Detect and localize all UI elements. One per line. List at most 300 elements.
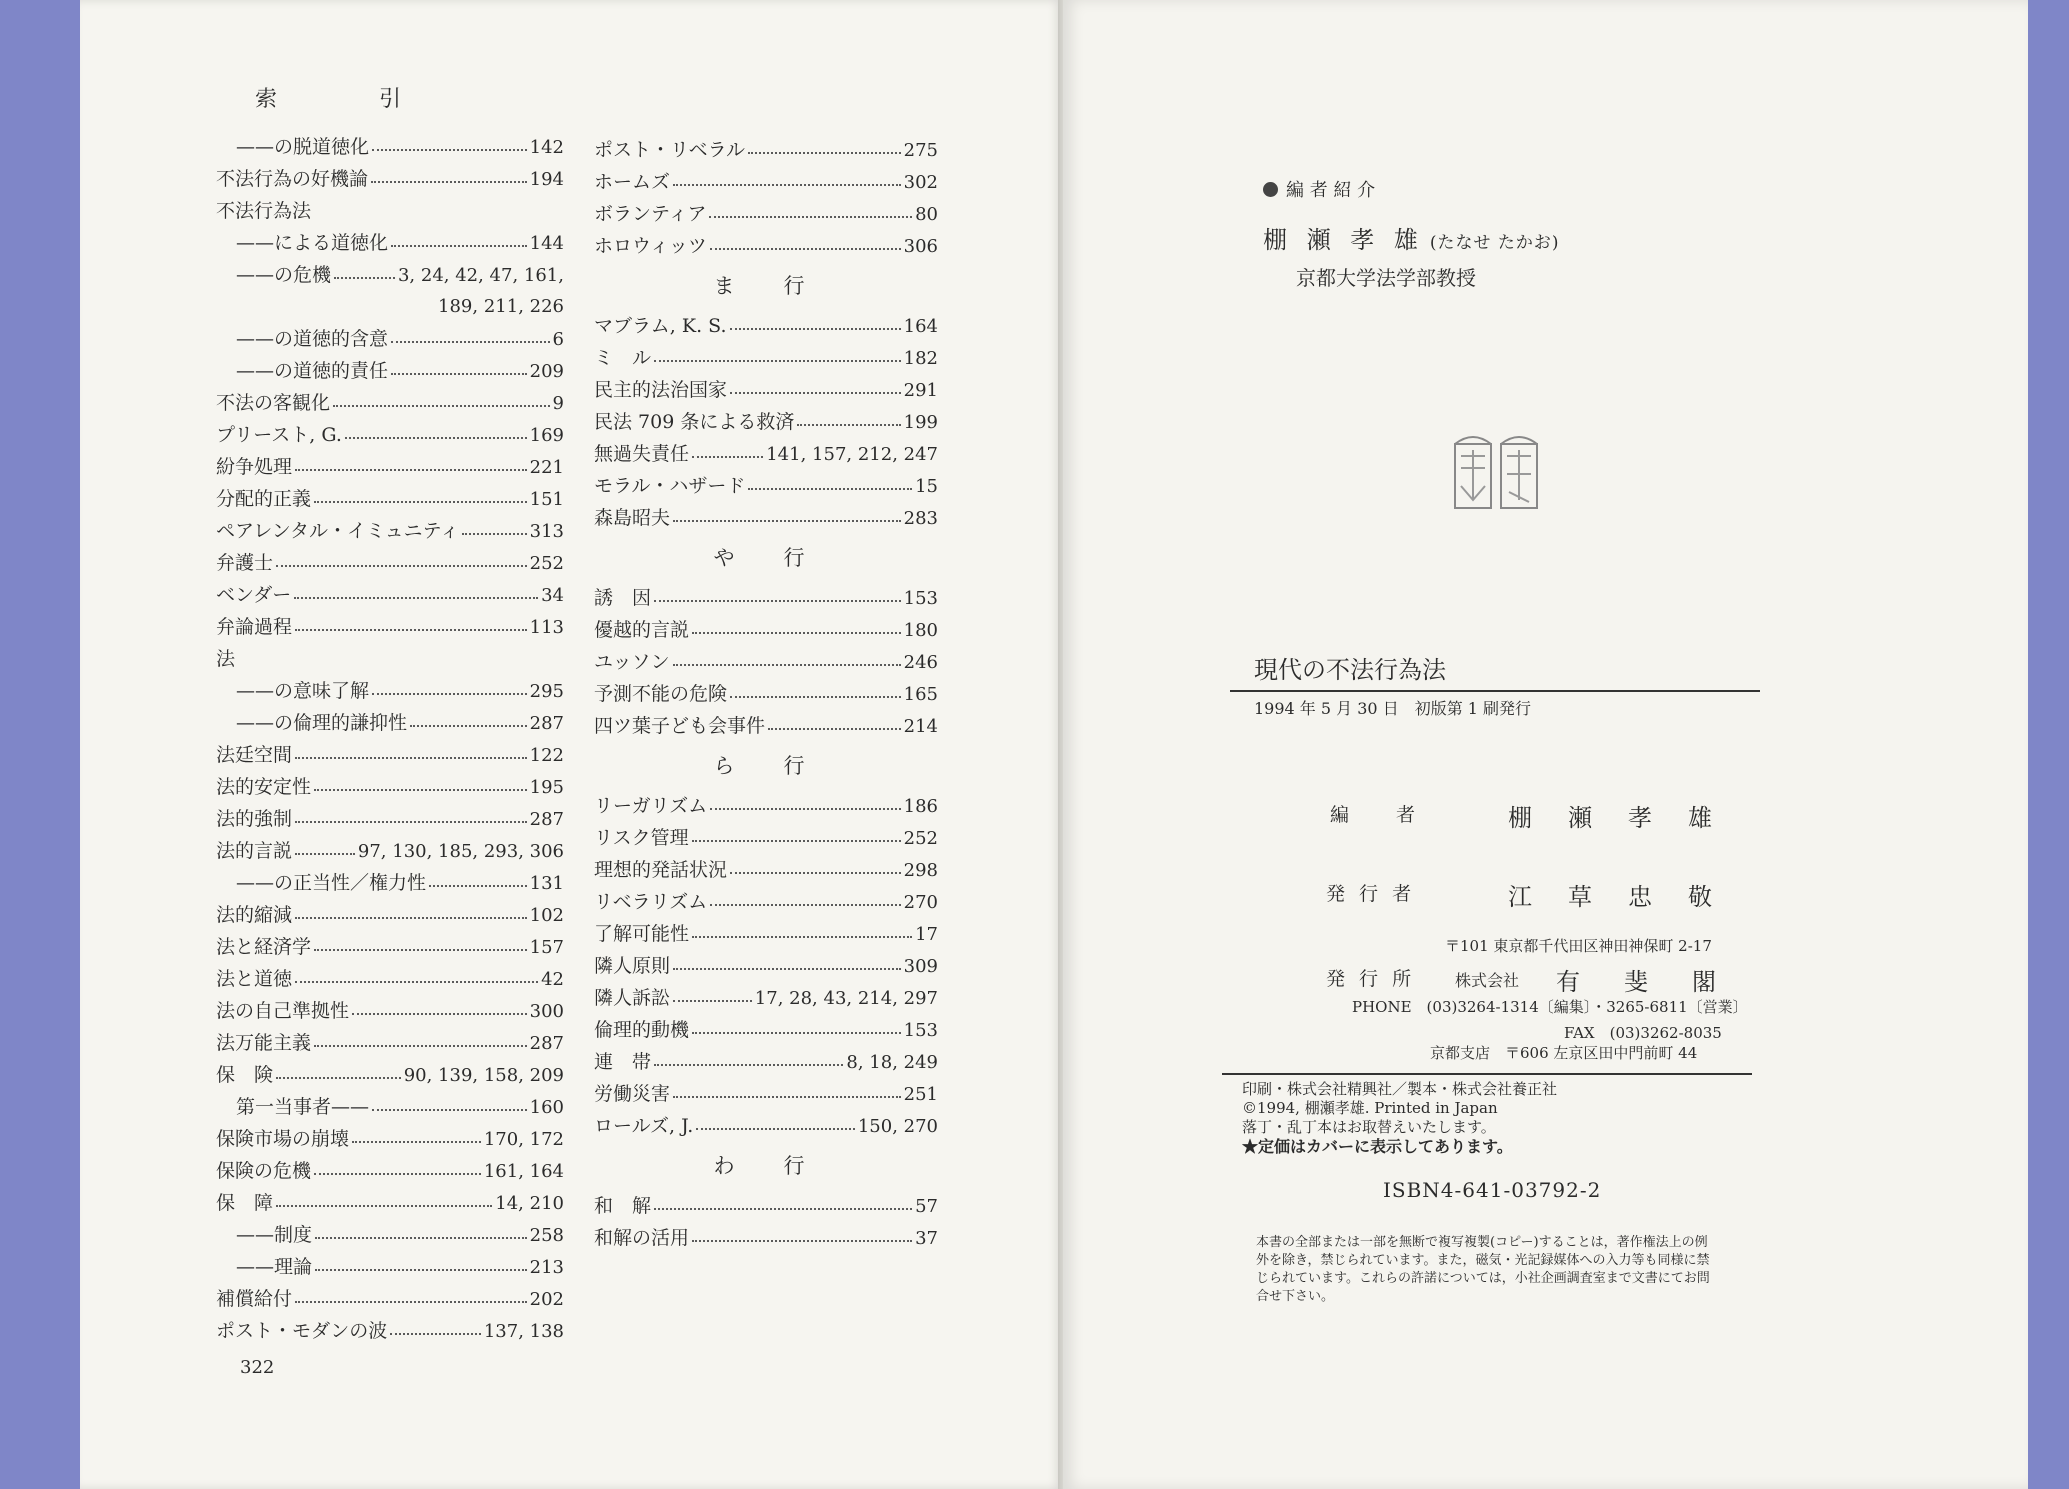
editor-intro-label: [1263, 176, 1375, 202]
index-entry-pages: 306: [903, 236, 938, 257]
page-number: 322: [240, 1357, 275, 1378]
index-entry: [594, 822, 938, 854]
index-entry-term: リスク管理: [594, 827, 689, 849]
index-entry-pages: 17, 28, 43, 214, 297: [754, 988, 938, 1009]
index-entry-pages: 251: [903, 1084, 938, 1105]
index-entry-term: 倫理的動機: [594, 1019, 690, 1041]
index-heading: 索 引: [255, 87, 442, 112]
dot-leader: [294, 597, 538, 599]
index-entry-pages: 300: [529, 1001, 564, 1022]
dot-leader: [654, 1208, 912, 1210]
index-entry-pages: 287: [529, 809, 564, 830]
index-entry: [216, 1155, 564, 1187]
index-entry-term: ペアレンタル・イミュニティ: [216, 520, 460, 542]
index-entry-term: ミ ル: [594, 347, 652, 369]
index-entry: [216, 867, 564, 899]
dot-leader: [295, 981, 538, 983]
section-heading: [594, 262, 938, 310]
dot-leader: [730, 872, 901, 874]
index-entry-pages: 258: [529, 1225, 564, 1246]
colophon-divider: [1222, 1073, 1752, 1075]
index-entry-term: ベンダー: [216, 584, 292, 606]
index-entry-term: ——の倫理的謙抑性: [236, 712, 408, 734]
index-entry: [216, 835, 564, 867]
dot-leader: [710, 808, 900, 810]
dot-leader: [276, 565, 527, 567]
index-entry-term: プリースト, G.: [216, 424, 342, 446]
index-entry-term: 法廷空間: [216, 744, 293, 766]
index-entry-term: ——理論: [236, 1256, 313, 1278]
index-entry-term: マブラム, K. S.: [594, 315, 727, 337]
dot-leader: [692, 632, 901, 634]
dot-leader: [295, 853, 355, 855]
index-entry-pages: 275: [903, 140, 938, 161]
copyright-notice: 本書の全部または一部を無断で複写複製(コピー)することは，著作権法上の例外を除き，禁じられています。また，磁気・光記録媒体への入力等も同様に禁じられています。これらの許諾については，小社企画調査室まで文書にてお問合せ下さい。: [1256, 1235, 1710, 1304]
index-entry-term: ホロウィッツ: [594, 235, 707, 257]
index-entry: [216, 995, 564, 1027]
index-entry-pages: 102: [529, 905, 564, 926]
index-entry: [216, 1091, 564, 1123]
dot-leader: [730, 328, 901, 330]
index-entry-pages: 189, 211, 226: [438, 296, 564, 317]
index-entry-pages: 141, 157, 212, 247: [766, 444, 938, 465]
dot-leader: [391, 341, 550, 343]
index-entry-pages: 165: [903, 684, 938, 705]
publisher-person-label: 発 行 者: [1326, 883, 1416, 905]
index-entry-pages: 14, 210: [495, 1193, 564, 1214]
index-entry-term: 弁論過程: [216, 616, 293, 638]
section-heading-text: わ 行: [713, 1154, 819, 1178]
publisher-logo-icon: [1453, 430, 1539, 512]
index-entry: [594, 1014, 938, 1046]
index-entry-pages: 298: [903, 860, 938, 881]
dot-leader: [673, 664, 901, 666]
index-entry-pages: 9: [552, 393, 564, 414]
dot-leader: [295, 469, 527, 471]
index-entry-term: ——の道徳的含意: [236, 328, 389, 350]
index-entry: [216, 451, 564, 483]
index-entry-term: 四ツ葉子ども会事件: [594, 715, 766, 737]
index-entry-pages: 97, 130, 185, 293, 306: [357, 841, 564, 862]
index-entry-term: 第一当事者——: [236, 1096, 370, 1118]
index-entry-pages: 151: [529, 489, 564, 510]
index-entry-pages: 122: [529, 745, 564, 766]
dot-leader: [295, 821, 527, 823]
index-entry-term: 和 解: [594, 1195, 652, 1217]
colophon-printing: 印刷・株式会社精興社／製本・株式会社養正社: [1242, 1080, 1558, 1098]
dot-leader: [429, 885, 527, 887]
index-entry-term: 理想的発話状況: [594, 859, 728, 881]
dot-leader: [654, 1064, 843, 1066]
index-entry: [594, 342, 938, 374]
index-entry-term: 保 険: [216, 1064, 274, 1086]
index-entry-pages: 195: [529, 777, 564, 798]
colophon-replacement: 落丁・乱丁本はお取替えいたします。: [1242, 1118, 1496, 1136]
dot-leader: [276, 1205, 492, 1207]
index-entry: [594, 582, 938, 614]
index-entry: [594, 918, 938, 950]
index-entry-term: 保 障: [216, 1192, 274, 1214]
index-entry: [594, 166, 938, 198]
section-heading: [594, 1142, 938, 1190]
index-entry-term: 隣人訴訟: [594, 987, 671, 1009]
index-entry-term: 法と経済学: [216, 936, 312, 958]
dot-leader: [710, 248, 901, 250]
index-entry: [216, 931, 564, 963]
index-entry: [216, 1283, 564, 1315]
index-entry-pages: 142: [529, 137, 564, 158]
dot-leader: [314, 501, 527, 503]
index-entry: [216, 195, 564, 227]
index-entry-pages: 313: [529, 521, 564, 542]
dot-leader: [709, 216, 912, 218]
section-heading-text: ま 行: [713, 274, 819, 298]
index-entry: [594, 310, 938, 342]
index-entry: [594, 1190, 938, 1222]
index-entry-term: 法万能主義: [216, 1032, 312, 1054]
index-entry: [216, 291, 564, 323]
index-entry-term: 保険市場の崩壊: [216, 1128, 350, 1150]
index-entry: [594, 982, 938, 1014]
index-entry-pages: 283: [903, 508, 938, 529]
dot-leader: [692, 1032, 901, 1034]
index-entry: [216, 611, 564, 643]
dot-leader: [673, 968, 901, 970]
index-entry-term: 隣人原則: [594, 955, 671, 977]
index-entry-pages: 42: [541, 969, 564, 990]
editor-name: 棚 瀬 孝 雄: [1263, 226, 1424, 254]
dot-leader: [673, 520, 901, 522]
index-entry-term: 民法 709 条による救済: [594, 411, 795, 433]
index-entry: [216, 515, 564, 547]
index-entry-pages: 3, 24, 42, 47, 161,: [397, 265, 564, 286]
index-entry: [216, 323, 564, 355]
dot-leader: [295, 629, 527, 631]
index-entry-pages: 186: [903, 796, 938, 817]
index-entry-pages: 213: [529, 1257, 564, 1278]
dot-leader: [345, 437, 527, 439]
index-entry: [594, 1110, 938, 1142]
index-entry-term: ホームズ: [594, 171, 671, 193]
index-entry: [594, 854, 938, 886]
index-entry-term: 補償給付: [216, 1288, 293, 1310]
index-entry-term: ——の道徳的責任: [236, 360, 389, 382]
index-entry: [216, 483, 564, 515]
index-entry: [216, 675, 564, 707]
index-entry-pages: 153: [903, 1020, 938, 1041]
index-entry-pages: 302: [903, 172, 938, 193]
editor-label: 編 者: [1330, 804, 1430, 826]
editor-reading: (たなせ たかお): [1429, 233, 1560, 253]
index-entry: [216, 547, 564, 579]
dot-leader: [334, 277, 395, 279]
index-entry-term: ボランティア: [594, 203, 707, 225]
dot-leader: [410, 725, 527, 727]
index-entry-pages: 161, 164: [483, 1161, 564, 1182]
index-entry-pages: 131: [529, 873, 564, 894]
index-entry-term: 法の自己準拠性: [216, 1000, 350, 1022]
index-entry: [594, 502, 938, 534]
index-entry: [594, 406, 938, 438]
index-entry-term: 予測不能の危険: [594, 683, 728, 705]
section-heading: [594, 534, 938, 582]
index-entry-term: 不法行為の好機論: [216, 168, 369, 190]
index-entry: [594, 230, 938, 262]
index-entry-term: ポスト・リベラル: [594, 139, 746, 161]
index-entry-pages: 113: [529, 617, 564, 638]
index-entry-pages: 169: [529, 425, 564, 446]
dot-leader: [730, 696, 901, 698]
index-entry-term: ポスト・モダンの波: [216, 1320, 388, 1342]
title-divider: [1230, 690, 1760, 692]
colophon-price: ★定価はカバーに表示してあります。: [1242, 1137, 1513, 1156]
publisher-person-value: 江草忠敬: [1508, 883, 1748, 911]
bullet-icon: [1263, 182, 1278, 197]
isbn: ISBN4-641-03792-2: [1383, 1178, 1602, 1202]
index-entry: [594, 470, 938, 502]
dot-leader: [654, 600, 901, 602]
index-entry-term: ——の正当性／権力性: [236, 872, 427, 894]
index-entry-pages: 90, 139, 158, 209: [403, 1065, 564, 1086]
index-entry-pages: 37: [915, 1228, 938, 1249]
index-entry-pages: 202: [529, 1289, 564, 1310]
dot-leader: [315, 1237, 527, 1239]
index-entry-pages: 15: [915, 476, 938, 497]
dot-leader: [692, 840, 901, 842]
index-entry: [594, 678, 938, 710]
index-entry-term: 保険の危機: [216, 1160, 312, 1182]
dot-leader: [654, 360, 901, 362]
index-entry-pages: 57: [915, 1196, 938, 1217]
dot-leader: [314, 949, 527, 951]
index-entry: [216, 803, 564, 835]
index-entry: [216, 1187, 564, 1219]
dot-leader: [314, 1045, 527, 1047]
index-entry-term: 法的強制: [216, 808, 293, 830]
index-entry-pages: 309: [903, 956, 938, 977]
dot-leader: [391, 245, 527, 247]
index-entry: [216, 707, 564, 739]
index-column-1: [216, 131, 564, 1347]
index-entry-term: 不法行為法: [216, 200, 312, 222]
index-entry: [216, 227, 564, 259]
index-entry: [594, 134, 938, 166]
index-entry: [216, 163, 564, 195]
index-entry-term: 法的言説: [216, 840, 293, 862]
dot-leader: [295, 917, 527, 919]
index-entry-term: 弁護士: [216, 552, 274, 574]
index-entry-term: 連 帯: [594, 1051, 652, 1073]
index-entry-pages: 144: [529, 233, 564, 254]
index-entry: [216, 1027, 564, 1059]
dot-leader: [797, 424, 900, 426]
index-entry-term: 法と道徳: [216, 968, 293, 990]
index-entry: [216, 1251, 564, 1283]
index-entry-term: 優越的言説: [594, 619, 690, 641]
publisher-phone: PHONE (03)3264-1314〔編集〕・3265-6811〔営業〕: [1352, 998, 1748, 1016]
dot-leader: [692, 1240, 912, 1242]
index-entry: [594, 614, 938, 646]
index-entry-term: 森島昭夫: [594, 507, 671, 529]
section-heading: [594, 742, 938, 790]
index-entry-term: 分配的正義: [216, 488, 312, 510]
dot-leader: [295, 1301, 527, 1303]
dot-leader: [730, 392, 901, 394]
index-entry-pages: 180: [903, 620, 938, 641]
index-entry: [216, 387, 564, 419]
editor-value: 棚瀬孝雄: [1508, 804, 1748, 832]
index-entry: [216, 579, 564, 611]
index-entry: [216, 131, 564, 163]
dot-leader: [352, 1141, 481, 1143]
dot-leader: [673, 1000, 752, 1002]
index-entry-pages: 170, 172: [483, 1129, 564, 1150]
index-entry-term: ロールズ, J.: [594, 1115, 694, 1137]
index-entry-term: リーガリズム: [594, 795, 708, 817]
index-entry-pages: 150, 270: [857, 1116, 938, 1137]
index-entry-pages: 252: [529, 553, 564, 574]
dot-leader: [352, 1013, 527, 1015]
index-entry-term: ユッソン: [594, 651, 670, 673]
index-entry: [216, 643, 564, 675]
dot-leader: [391, 373, 527, 375]
index-entry-pages: 8, 18, 249: [846, 1052, 938, 1073]
index-entry-term: 民主的法治国家: [594, 379, 728, 401]
dot-leader: [314, 1173, 481, 1175]
index-entry-term: 了解可能性: [594, 923, 690, 945]
index-entry-pages: 157: [529, 937, 564, 958]
publisher-branch: 京都支店 〒606 左京区田中門前町 44: [1430, 1044, 1698, 1062]
index-entry-pages: 214: [903, 716, 938, 737]
index-entry: [216, 355, 564, 387]
publisher-fax: FAX (03)3262-8035: [1564, 1024, 1722, 1042]
index-entry-pages: 252: [903, 828, 938, 849]
editor-name-line: [1263, 220, 1560, 255]
index-entry-pages: 270: [903, 892, 938, 913]
index-entry-pages: 287: [529, 713, 564, 734]
dot-leader: [673, 1096, 901, 1098]
index-entry: [216, 739, 564, 771]
index-entry-term: 誘 因: [594, 587, 652, 609]
index-entry-pages: 221: [529, 457, 564, 478]
index-entry-pages: 160: [529, 1097, 564, 1118]
dot-leader: [314, 789, 527, 791]
index-entry: [216, 771, 564, 803]
dot-leader: [692, 936, 912, 938]
index-entry: [594, 1046, 938, 1078]
index-entry: [594, 646, 938, 678]
index-entry: [594, 198, 938, 230]
index-entry-pages: 6: [552, 329, 564, 350]
publisher-company-prefix: 株式会社: [1455, 971, 1520, 990]
dot-leader: [768, 728, 901, 730]
dot-leader: [462, 533, 527, 535]
index-entry-term: リベラリズム: [594, 891, 708, 913]
index-entry: [594, 1078, 938, 1110]
index-entry-pages: 34: [541, 585, 564, 606]
index-entry: [216, 419, 564, 451]
index-entry-pages: 246: [903, 652, 938, 673]
index-entry: [216, 259, 564, 291]
index-entry-pages: 209: [529, 361, 564, 382]
dot-leader: [696, 1128, 855, 1130]
index-entry-pages: 164: [903, 316, 938, 337]
index-entry-pages: 287: [529, 1033, 564, 1054]
index-entry-pages: 17: [915, 924, 938, 945]
dot-leader: [692, 456, 763, 458]
index-entry-term: 法: [216, 648, 236, 670]
editor-affiliation: 京都大学法学部教授: [1296, 266, 1476, 290]
dot-leader: [710, 904, 900, 906]
index-entry: [216, 899, 564, 931]
index-entry-term: ——の危機: [236, 264, 332, 286]
index-entry-term: 和解の活用: [594, 1227, 690, 1249]
index-entry: [594, 790, 938, 822]
dot-leader: [372, 149, 527, 151]
dot-leader: [276, 1077, 401, 1079]
index-entry: [216, 1059, 564, 1091]
index-entry-pages: 194: [529, 169, 564, 190]
index-entry-term: ——の意味了解: [236, 680, 370, 702]
publisher-address: 〒101 東京都千代田区神田神保町 2-17: [1445, 937, 1712, 955]
index-entry-term: 労働災害: [594, 1083, 671, 1105]
dot-leader: [673, 184, 901, 186]
index-entry-pages: 153: [903, 588, 938, 609]
dot-leader: [390, 1333, 481, 1335]
publication-date: 1994 年 5 月 30 日 初版第 1 刷発行: [1254, 699, 1532, 718]
index-entry: [216, 1315, 564, 1347]
index-entry-term: 無過失責任: [594, 443, 690, 465]
dot-leader: [748, 152, 901, 154]
dot-leader: [372, 1109, 527, 1111]
publisher-company: 有斐閣: [1556, 968, 1760, 996]
editor-intro-text: 編 者 紹 介: [1286, 180, 1376, 201]
index-entry-term: ——による道徳化: [236, 232, 389, 254]
dot-leader: [372, 693, 527, 695]
dot-leader: [371, 181, 527, 183]
index-entry: [594, 886, 938, 918]
index-entry: [216, 1123, 564, 1155]
index-entry-term: モラル・ハザード: [594, 475, 746, 497]
index-entry-term: ——の脱道徳化: [236, 136, 370, 158]
index-entry-term: 不法の客観化: [216, 392, 331, 414]
dot-leader: [333, 405, 550, 407]
index-entry-pages: 295: [529, 681, 564, 702]
index-entry-pages: 137, 138: [483, 1321, 564, 1342]
index-entry: [594, 1222, 938, 1254]
section-heading-text: や 行: [713, 546, 819, 570]
section-heading-text: ら 行: [713, 754, 819, 778]
index-entry: [594, 710, 938, 742]
index-entry-term: 法的縮減: [216, 904, 293, 926]
index-entry: [216, 1219, 564, 1251]
index-entry-pages: 199: [903, 412, 938, 433]
index-entry: [594, 374, 938, 406]
index-entry: [594, 438, 938, 470]
dot-leader: [315, 1269, 527, 1271]
index-column-2: [594, 134, 938, 1254]
colophon-copyright: ©1994, 棚瀬孝雄. Printed in Japan: [1242, 1099, 1498, 1117]
index-entry-pages: 80: [915, 204, 938, 225]
index-entry-pages: 291: [903, 380, 938, 401]
index-entry: [216, 963, 564, 995]
index-entry-term: 法的安定性: [216, 776, 312, 798]
publisher-label: 発 行 所: [1326, 968, 1416, 990]
dot-leader: [295, 757, 527, 759]
dot-leader: [748, 488, 912, 490]
index-entry-pages: 182: [903, 348, 938, 369]
index-entry-term: 紛争処理: [216, 456, 293, 478]
